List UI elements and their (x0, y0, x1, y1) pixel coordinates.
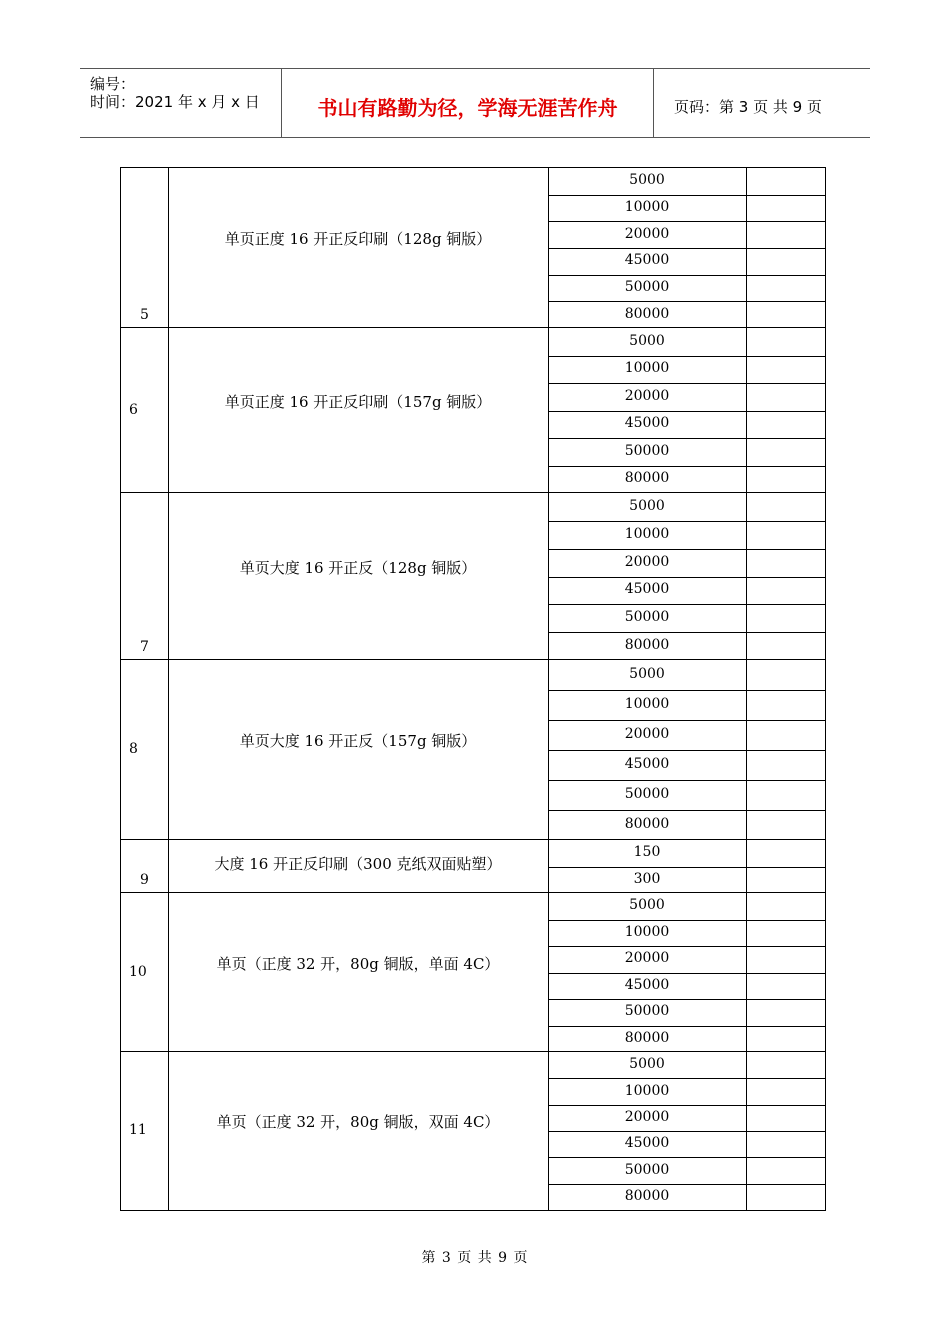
serial-number-label: 编号： (90, 75, 136, 93)
item-description: 单页大度 16 开正反（157g 铜版） (239, 732, 477, 750)
item-number: 10 (129, 963, 147, 980)
quantity-value: 10000 (624, 696, 670, 712)
price-table (120, 167, 826, 1211)
quantity-value: 80000 (624, 470, 670, 486)
row-divider (548, 1184, 825, 1185)
item-number-cell (121, 168, 169, 327)
quantity-value: 80000 (624, 637, 670, 653)
row-divider (548, 275, 825, 276)
item-description-cell (168, 893, 549, 1051)
item-number: 8 (129, 741, 138, 757)
item-description-cell (168, 168, 549, 327)
row-divider (548, 920, 825, 921)
page-header (80, 68, 870, 138)
row-divider (548, 973, 825, 974)
price-column (746, 893, 825, 1051)
quantity-value: 45000 (624, 415, 670, 431)
table-group-10 (121, 893, 825, 1052)
quantity-column (548, 893, 747, 1051)
row-divider (548, 301, 825, 302)
quantity-value: 10000 (624, 360, 670, 376)
item-description-cell (168, 1052, 549, 1210)
row-divider (548, 248, 825, 249)
item-number-cell (121, 1052, 169, 1210)
row-divider (548, 383, 825, 384)
row-divider (548, 1105, 825, 1106)
quantity-value: 20000 (624, 554, 670, 570)
row-divider (548, 195, 825, 196)
row-divider (548, 690, 825, 691)
item-description: 单页大度 16 开正反（128g 铜版） (239, 558, 477, 577)
row-divider (548, 750, 825, 751)
row-divider (548, 632, 825, 633)
price-column (746, 328, 825, 492)
header-meta (80, 69, 282, 137)
quantity-value: 5000 (629, 1056, 665, 1072)
item-number: 9 (140, 872, 149, 888)
quantity-value: 10000 (624, 199, 670, 215)
table-group-5 (121, 168, 825, 328)
page-footer: 第 3 页 共 9 页 (421, 1250, 529, 1266)
quantity-value: 80000 (624, 816, 670, 832)
row-divider (548, 1026, 825, 1027)
quantity-value: 300 (633, 871, 661, 887)
row-divider (548, 438, 825, 439)
quantity-column (548, 328, 747, 492)
quantity-value: 10000 (624, 526, 670, 542)
header-motto: 书山有路勤为径，学海无涯苦作舟 (282, 69, 654, 137)
row-divider (548, 720, 825, 721)
quantity-value: 5000 (629, 333, 665, 349)
quantity-value: 150 (633, 844, 661, 860)
table-group-8 (121, 660, 825, 840)
price-column (746, 493, 825, 659)
row-divider (548, 1131, 825, 1132)
row-divider (548, 577, 825, 578)
item-description: 单页（正度 32 开，80g 铜版，双面 4C） (216, 1113, 500, 1131)
row-divider (548, 549, 825, 550)
quantity-value: 50000 (624, 443, 670, 459)
quantity-value: 45000 (624, 252, 670, 268)
quantity-value: 45000 (624, 756, 670, 772)
quantity-value: 50000 (624, 1162, 670, 1178)
quantity-value: 80000 (624, 1030, 670, 1046)
quantity-value: 10000 (624, 924, 670, 940)
quantity-value: 20000 (624, 726, 670, 742)
quantity-value: 50000 (624, 609, 670, 625)
quantity-value: 20000 (624, 950, 670, 966)
row-divider (548, 1078, 825, 1079)
row-divider (548, 946, 825, 947)
quantity-value: 80000 (624, 306, 670, 322)
table-group-11 (121, 1052, 825, 1210)
quantity-column (548, 493, 747, 659)
item-number-cell (121, 493, 169, 659)
header-page-number (664, 69, 870, 137)
row-divider (548, 411, 825, 412)
quantity-value: 50000 (624, 786, 670, 802)
row-divider (548, 604, 825, 605)
item-number: 6 (129, 401, 138, 418)
item-number-cell (121, 660, 169, 839)
row-divider (548, 867, 825, 868)
date-label: 时间：2021 年 x 月 x 日 (90, 93, 260, 111)
row-divider (548, 356, 825, 357)
item-description: 单页正度 16 开正反印刷（128g 铜版） (224, 230, 492, 248)
item-description-cell (168, 840, 549, 892)
item-number-cell (121, 893, 169, 1051)
item-description-cell (168, 493, 549, 659)
item-number: 5 (140, 307, 149, 323)
item-number: 7 (140, 639, 149, 655)
quantity-value: 5000 (629, 498, 665, 514)
quantity-value: 5000 (629, 666, 665, 682)
price-column (746, 840, 825, 892)
quantity-value: 45000 (624, 581, 670, 597)
table-group-7 (121, 493, 825, 660)
row-divider (548, 780, 825, 781)
item-description-cell (168, 660, 549, 839)
quantity-value: 5000 (629, 897, 665, 913)
item-description: 大度 16 开正反印刷（300 克纸双面贴塑） (214, 854, 502, 873)
row-divider (548, 1157, 825, 1158)
quantity-value: 20000 (624, 388, 670, 404)
quantity-value: 50000 (624, 1003, 670, 1019)
table-group-6 (121, 328, 825, 493)
item-description: 单页（正度 32 开，80g 铜版，单面 4C） (216, 954, 500, 973)
page-label: 页码：第 3 页 共 9 页 (674, 97, 822, 116)
quantity-value: 20000 (624, 1109, 670, 1125)
row-divider (548, 521, 825, 522)
item-description-cell (168, 328, 549, 492)
row-divider (548, 999, 825, 1000)
row-divider (548, 466, 825, 467)
quantity-value: 45000 (624, 1135, 670, 1151)
item-description: 单页正度 16 开正反印刷（157g 铜版） (224, 392, 492, 411)
quantity-value: 20000 (624, 226, 670, 242)
quantity-value: 5000 (629, 172, 665, 188)
row-divider (548, 810, 825, 811)
item-number-cell (121, 840, 169, 892)
table-group-9 (121, 840, 825, 893)
quantity-value: 10000 (624, 1083, 670, 1099)
item-number-cell (121, 328, 169, 492)
row-divider (548, 221, 825, 222)
quantity-value: 50000 (624, 279, 670, 295)
quantity-value: 45000 (624, 977, 670, 993)
item-number: 11 (129, 1122, 147, 1138)
quantity-value: 80000 (624, 1188, 670, 1204)
